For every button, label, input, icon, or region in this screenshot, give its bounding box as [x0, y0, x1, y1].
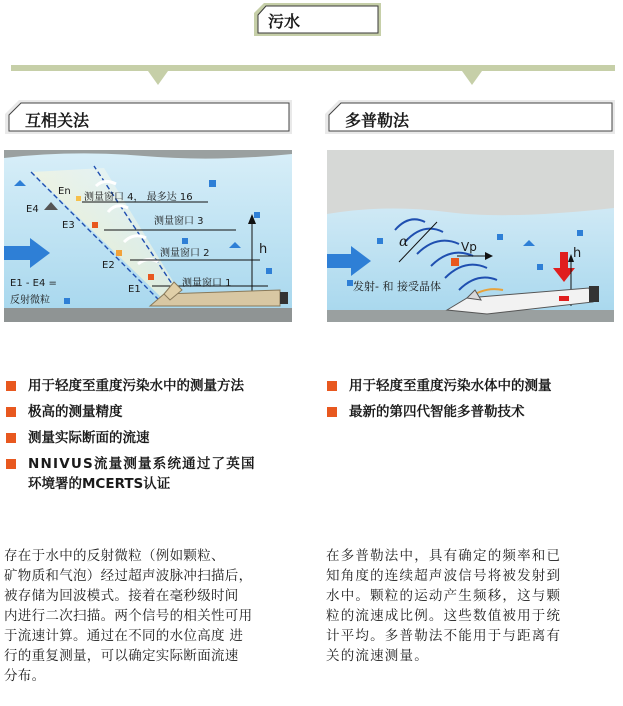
cross-correlation-diagram [4, 150, 292, 322]
left-description [4, 546, 304, 686]
legend-line-1: E1 - E4 = [10, 278, 57, 289]
section-tab-doppler [325, 100, 615, 134]
bullet-text: NNIVUS流量测量系统通过了英国 [28, 456, 256, 472]
paragraph-line: 内进行二次扫描。两个信号的相关性可用 [4, 608, 253, 624]
alpha-label: α [399, 234, 409, 250]
doppler-illustration [327, 150, 614, 322]
bullet-marker [6, 381, 16, 391]
bullet-text: 测量实际断面的流速 [28, 430, 150, 446]
height-label: h [573, 246, 582, 261]
paragraph-line: 粒的流速成比例。这些数值被用于统 [326, 608, 562, 624]
bullet-item [325, 376, 615, 396]
bullet-item [4, 428, 304, 448]
paragraph-line: 矿物质和气泡）经过超声波脉冲扫描后， [4, 568, 253, 584]
divider-rule [11, 65, 615, 71]
bullet-marker [6, 433, 16, 443]
bullet-item [325, 402, 615, 422]
paragraph-line: 被存储为回波模式。接着在毫秒级时间 [4, 588, 239, 604]
bullet-marker [327, 381, 337, 391]
legend-line-2: 反射微粒 [10, 295, 50, 306]
window-3-label: 测量窗口 3 [154, 216, 204, 227]
paragraph-line: 于流速计算。通过在不同的水位高度 进 [4, 628, 244, 644]
height-label: h [259, 242, 268, 257]
transducer-caption: 发射- 和 接受晶体 [353, 280, 441, 293]
bullet-text-continued: 环境署的MCERTS认证 [28, 476, 171, 492]
bullet-text: 用于轻度至重度污染水体中的测量 [349, 378, 552, 394]
label-en: En [58, 186, 71, 197]
doppler-diagram [327, 150, 614, 322]
bullet-text: 极高的测量精度 [28, 404, 123, 420]
paragraph-line: 计平均。多普勒法不能用于与距离有 [326, 628, 562, 644]
paragraph-line: 知角度的连续超声波信号将被发射到 [326, 568, 562, 584]
bullet-text: 用于轻度至重度污染水中的测量方法 [28, 378, 244, 394]
bullet-marker [327, 407, 337, 417]
bullet-text: 最新的第四代智能多普勒技术 [349, 404, 525, 420]
bullet-item [4, 454, 304, 494]
section-title: 多普勒法 [345, 111, 410, 130]
bullet-marker [6, 459, 16, 469]
label-e2: E2 [102, 260, 115, 271]
section-title: 互相关法 [25, 111, 90, 130]
label-e3: E3 [62, 220, 75, 231]
label-e4: E4 [26, 204, 39, 215]
pointer-right [462, 71, 482, 85]
page-title: 污水 [268, 12, 301, 31]
bullet-item [4, 402, 304, 422]
right-description [326, 546, 618, 666]
pointer-left [148, 71, 168, 85]
paragraph-line: 分布。 [4, 668, 46, 684]
header-tab [254, 3, 381, 36]
window-2-label: 测量窗口 2 [160, 248, 210, 259]
section-tab-cross-correlation [5, 100, 292, 134]
paragraph-line: 在多普勒法中，具有确定的频率和已 [326, 548, 562, 564]
bullet-item [4, 376, 304, 396]
paragraph-line: 关的流速测量。 [326, 648, 429, 664]
left-bullet-list [4, 376, 304, 500]
paragraph-line: 行的重复测量，可以确定实际断面流速 [4, 648, 239, 664]
paragraph-line: 水中。颗粒的运动产生频移，这与颗 [326, 588, 562, 604]
window-1-label: 测量窗口 1 [182, 278, 232, 289]
right-bullet-list [325, 376, 615, 428]
bullet-marker [6, 407, 16, 417]
window-4-label: 测量窗口 4， 最多达 16 [84, 192, 193, 203]
vp-label: Vp [461, 240, 477, 254]
label-e1: E1 [128, 284, 141, 295]
paragraph-line: 存在于水中的反射微粒（例如颗粒、 [4, 548, 225, 564]
